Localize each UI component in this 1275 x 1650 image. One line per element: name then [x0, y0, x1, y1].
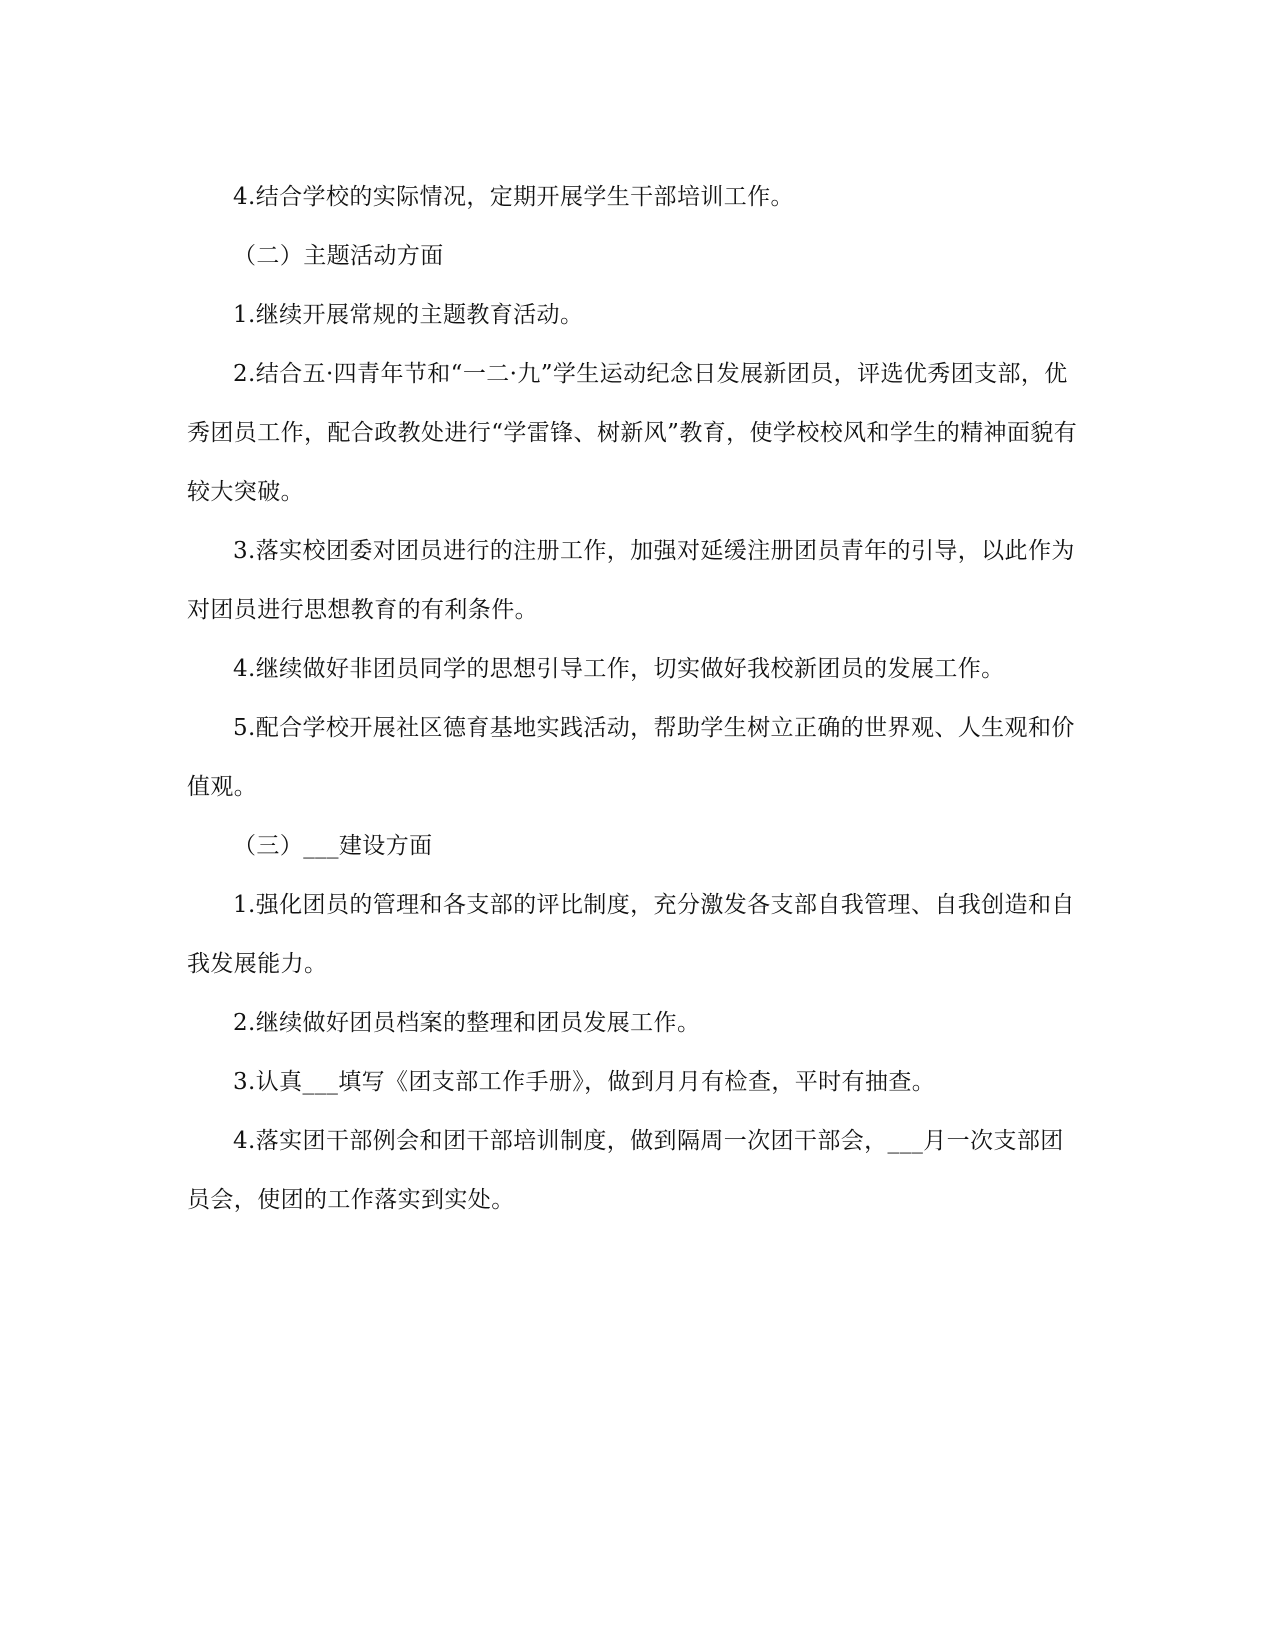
paragraph-management: 1.强化团员的管理和各支部的评比制度，充分激发各支部自我管理、自我创造和自我发展能力。 [187, 892, 1075, 977]
paragraph-training: 4.结合学校的实际情况，定期开展学生干部培训工作。 [233, 184, 794, 210]
section-heading-theme-activities: （二）主题活动方面 [233, 243, 444, 269]
paragraph-registration: 3.落实校团委对团员进行的注册工作，加强对延缓注册团员青年的引导，以此作为对团员进行思想教育的有利条件。 [187, 538, 1075, 623]
paragraph-meetings: 4.落实团干部例会和团干部培训制度，做到隔周一次团干部会，___月一次支部团员会，使团的工作落实到实处。 [187, 1128, 1064, 1213]
section-heading-construction: （三）___建设方面 [233, 833, 433, 859]
paragraph-youth-day: 2.结合五·四青年节和“一二·九”学生运动纪念日发展新团员，评选优秀团支部，优秀团员工作，配合政教处进行“学雷锋、树新风”教育，使学校校风和学生的精神面貌有较大突破。 [187, 361, 1078, 505]
paragraph-routine-education: 1.继续开展常规的主题教育活动。 [233, 302, 584, 328]
paragraph-archives: 2.继续做好团员档案的整理和团员发展工作。 [233, 1010, 701, 1036]
paragraph-community-practice: 5.配合学校开展社区德育基地实践活动，帮助学生树立正确的世界观、人生观和价值观。 [187, 715, 1075, 800]
paragraph-non-member-guidance: 4.继续做好非团员同学的思想引导工作，切实做好我校新团员的发展工作。 [233, 656, 1005, 682]
document-body [187, 168, 1087, 1230]
paragraph-handbook: 3.认真___填写《团支部工作手册》，做到月月有检查，平时有抽查。 [233, 1069, 936, 1095]
